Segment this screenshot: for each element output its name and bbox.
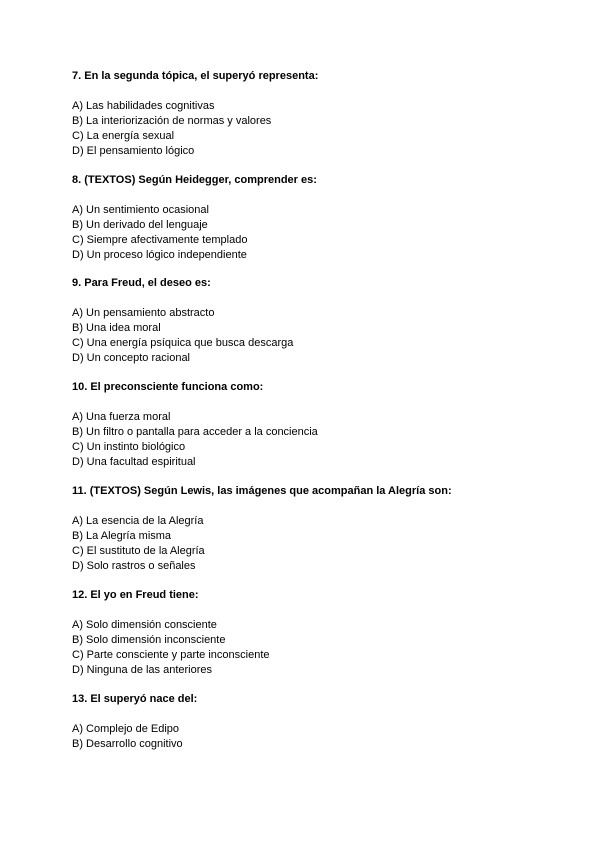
question-8 xyxy=(72,174,317,263)
question-title: 10. El preconsciente funciona como: xyxy=(72,381,264,393)
option-a: A) Un pensamiento abstracto xyxy=(72,307,215,319)
question-title: 11. (TEXTOS) Según Lewis, las imágenes que acompañan la Alegría son: xyxy=(72,485,452,497)
option-d: D) Una facultad espiritual xyxy=(72,456,196,468)
option-b: B) Un filtro o pantalla para acceder a la conciencia xyxy=(72,426,318,438)
option-a: A) Solo dimensión consciente xyxy=(72,619,217,631)
option-c: C) Una energía psíquica que busca descarga xyxy=(72,337,294,349)
option-list xyxy=(72,410,318,470)
question-12 xyxy=(72,589,270,678)
option-list xyxy=(72,618,270,678)
option-a: A) Las habilidades cognitivas xyxy=(72,100,215,112)
option-list xyxy=(72,514,452,574)
question-title: 8. (TEXTOS) Según Heidegger, comprender es: xyxy=(72,174,317,186)
question-7 xyxy=(72,70,318,159)
option-list xyxy=(72,99,318,159)
question-13 xyxy=(72,693,197,752)
option-a: A) La esencia de la Alegría xyxy=(72,515,204,527)
question-title: 9. Para Freud, el deseo es: xyxy=(72,277,211,289)
option-d: D) Ninguna de las anteriores xyxy=(72,664,213,676)
option-b: B) Un derivado del lenguaje xyxy=(72,219,208,231)
option-list xyxy=(72,306,293,366)
question-title: 12. El yo en Freud tiene: xyxy=(72,589,199,601)
question-11 xyxy=(72,485,452,574)
option-a: A) Un sentimiento ocasional xyxy=(72,204,209,216)
option-list xyxy=(72,722,197,752)
option-b: B) La Alegría misma xyxy=(72,530,172,542)
question-9 xyxy=(72,277,293,366)
option-d: D) El pensamiento lógico xyxy=(72,145,195,157)
question-10 xyxy=(72,381,318,470)
option-a: A) Complejo de Edipo xyxy=(72,723,180,735)
option-a: A) Una fuerza moral xyxy=(72,411,171,423)
option-b: B) Una idea moral xyxy=(72,322,161,334)
option-c: C) Siempre afectivamente templado xyxy=(72,234,248,246)
option-b: B) Desarrollo cognitivo xyxy=(72,738,183,750)
question-title: 7. En la segunda tópica, el superyó representa: xyxy=(72,70,319,82)
option-c: C) Un instinto biológico xyxy=(72,441,186,453)
option-d: D) Un proceso lógico independiente xyxy=(72,249,247,261)
question-title: 13. El superyó nace del: xyxy=(72,693,198,705)
option-c: C) El sustituto de la Alegría xyxy=(72,545,205,557)
option-c: C) La energía sexual xyxy=(72,130,175,142)
option-b: B) Solo dimensión inconsciente xyxy=(72,634,226,646)
option-b: B) La interiorización de normas y valores xyxy=(72,115,272,127)
option-list xyxy=(72,203,317,263)
option-d: D) Un concepto racional xyxy=(72,352,191,364)
option-d: D) Solo rastros o señales xyxy=(72,560,196,572)
option-c: C) Parte consciente y parte inconsciente xyxy=(72,649,270,661)
